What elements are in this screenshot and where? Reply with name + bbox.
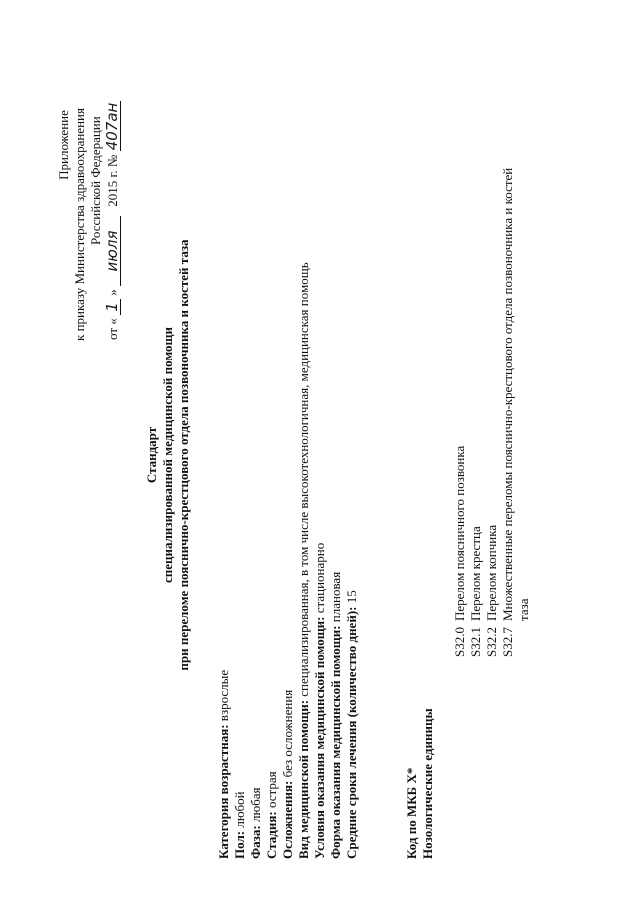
date-month: июля	[104, 216, 121, 286]
mkb-code: S32.7	[500, 627, 515, 657]
date-year: 2015 г. №	[105, 154, 120, 207]
param-complications: Осложнения: без осложнения	[280, 689, 295, 859]
param-phase: Фаза: любая	[248, 787, 263, 859]
param-care-type: Вид медицинской помощи: специализированная, в том числе высокотехнологичная, медицинская помощь	[296, 262, 311, 859]
heading-line3: при переломе пояснично-крестцового отдела позвоночника и костей таза	[176, 239, 191, 671]
mkb-item	[468, 526, 484, 657]
mkb-code: S32.1	[468, 627, 483, 657]
appendix-date-line	[104, 101, 121, 340]
mkb-code: S32.2	[484, 627, 499, 657]
param-sex: Пол: любой	[232, 791, 247, 859]
mkb-name: Множественные переломы пояснично-крестцового отдела позвоночника и костей	[500, 167, 515, 621]
nosology-label: Нозологические единицы	[420, 708, 435, 859]
param-age: Категория возрастная: взрослые	[216, 669, 231, 859]
date-mid: »	[105, 289, 120, 296]
mkb-name: Перелом поясничного позвонка	[452, 445, 467, 621]
mkb-code: S32.0	[452, 627, 467, 657]
order-number: 407ан	[103, 102, 121, 151]
mkb-name: Перелом копчика	[484, 524, 499, 621]
mkb-item-continuation: таза	[516, 598, 531, 621]
date-prefix: от «	[105, 318, 120, 340]
date-day: 1	[104, 299, 121, 315]
appendix-title: Приложение	[56, 110, 71, 180]
mkb-name: Перелом крестца	[468, 526, 483, 621]
mkb-item	[484, 525, 500, 657]
appendix-line1: к приказу Министерства здравоохранения	[72, 108, 87, 341]
param-stage: Стадия: острая	[264, 771, 279, 859]
param-duration: Средние сроки лечения (количество дней): 15	[344, 590, 359, 859]
mkb-code-label: Код по МКБ X*	[404, 767, 419, 859]
param-conditions: Условия оказания медицинской помощи: стационарно	[312, 542, 327, 859]
heading-line2: специализированной медицинской помощи	[160, 327, 175, 583]
param-form: Форма оказания медицинской помощи: плановая	[328, 571, 343, 859]
mkb-item	[452, 446, 468, 657]
appendix-line2: Российской Федерации	[88, 116, 103, 245]
heading-line1: Стандарт	[144, 426, 159, 484]
mkb-item	[500, 168, 516, 657]
